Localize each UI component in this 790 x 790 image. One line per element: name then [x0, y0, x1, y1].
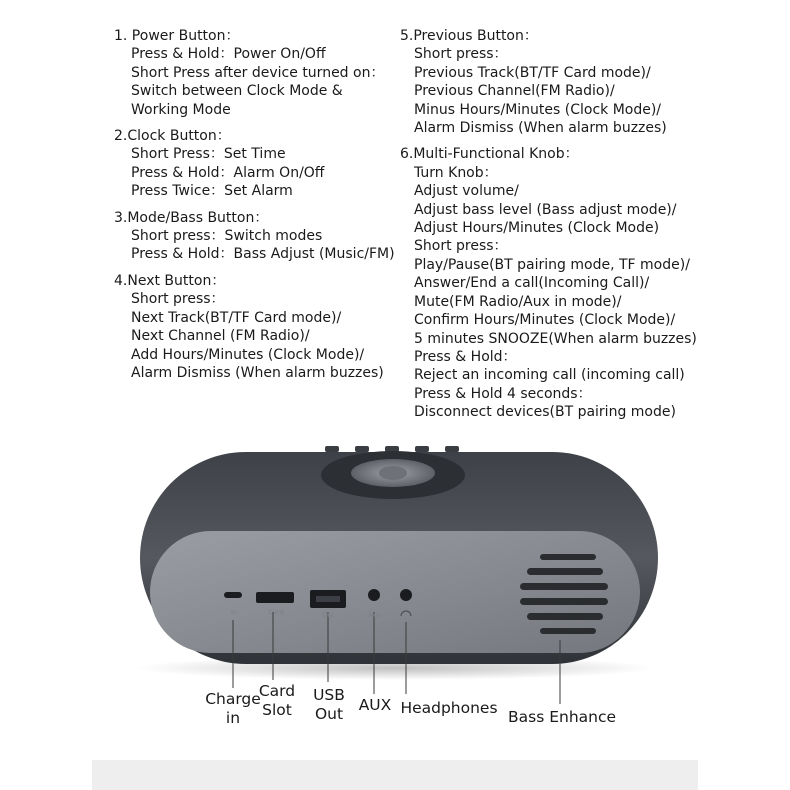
instruction-heading: 4.Next Button： — [114, 272, 226, 289]
usb-out-port-inner — [316, 596, 340, 602]
instruction-line: Press & Hold 4 seconds： — [414, 385, 592, 402]
instruction-heading: 3.Mode/Bass Button： — [114, 209, 269, 226]
instruction-line: Short Press after device turned on： — [131, 64, 385, 81]
instruction-heading: 5.Previous Button： — [400, 28, 538, 44]
instruction-line: Short press： — [414, 46, 508, 63]
callout-usb-out-line2: Out — [314, 705, 344, 723]
aux-port — [368, 589, 380, 601]
callout-charge-in-line2: in — [225, 709, 241, 727]
instruction-line: Press & Hold：Alarm On/Off — [131, 164, 325, 181]
instruction-line: Confirm Hours/Minutes (Clock Mode)/ — [414, 312, 676, 329]
instruction-line: 5 minutes SNOOZE(When alarm buzzes) — [414, 330, 697, 347]
instruction-heading: 6.Multi-Functional Knob： — [400, 146, 579, 163]
instruction-line: Press & Hold：Power On/Off — [131, 46, 326, 63]
instruction-line: Add Hours/Minutes (Clock Mode)/ — [131, 346, 365, 363]
instruction-line: Mute(FM Radio/Aux in mode)/ — [414, 293, 622, 310]
instruction-line: Adjust bass level (Bass adjust mode)/ — [414, 201, 677, 218]
knob-center — [379, 466, 407, 480]
port-label-out: Out — [322, 611, 334, 619]
instruction-heading: 2.Clock Button： — [114, 128, 231, 145]
instruction-line: Next Channel (FM Radio)/ — [131, 328, 310, 345]
instruction-line: Previous Channel(FM Radio)/ — [414, 83, 615, 100]
callout-card-slot-line1: Card — [258, 682, 296, 700]
instruction-line: Reject an incoming call (incoming call) — [414, 367, 685, 384]
instruction-line: Answer/End a call(Incoming Call)/ — [414, 275, 650, 292]
instruction-heading: 1. Power Button： — [114, 28, 240, 44]
callout-charge-in-line1: Charge — [205, 690, 261, 708]
instruction-line: Short press：Switch modes — [131, 228, 323, 245]
headphones-port — [400, 589, 412, 601]
instruction-line: Turn Knob： — [414, 164, 498, 181]
instruction-line: Next Track(BT/TF Card mode)/ — [131, 309, 342, 326]
instruction-line: Working Mode — [131, 101, 231, 118]
instruction-line: Press Twice：Set Alarm — [131, 183, 293, 200]
instruction-line: Previous Track(BT/TF Card mode)/ — [414, 64, 651, 81]
instruction-line: Disconnect devices(BT pairing mode) — [414, 404, 676, 421]
callout-bass-enhance: Bass Enhance — [508, 708, 617, 726]
instruction-line: Switch between Clock Mode & — [131, 83, 343, 100]
instruction-line: Adjust volume/ — [414, 183, 519, 200]
instruction-line: Adjust Hours/Minutes (Clock Mode) — [414, 220, 660, 237]
instruction-line: Press & Hold： — [414, 348, 517, 365]
callout-usb-out — [306, 686, 352, 724]
charge-in-port — [224, 592, 242, 598]
instruction-line: Play/Pause(BT pairing mode, TF mode)/ — [414, 256, 690, 273]
callout-aux: AUX — [358, 696, 392, 714]
instruction-line: Minus Hours/Minutes (Clock Mode)/ — [414, 101, 662, 118]
instruction-line: Short Press：Set Time — [131, 146, 286, 163]
callout-card-slot-line2: Slot — [262, 701, 292, 719]
instruction-line: Press & Hold：Bass Adjust (Music/FM) — [131, 246, 395, 263]
port-label-aux: Aux — [368, 611, 382, 619]
port-label-card: Card — [268, 608, 284, 616]
port-label-in: In — [230, 608, 238, 616]
instruction-line: Short press： — [414, 238, 508, 255]
front-panel — [150, 531, 640, 653]
callout-headphones: Headphones — [400, 699, 498, 717]
instruction-line: Alarm Dismiss (When alarm buzzes) — [131, 364, 384, 381]
instruction-line: Short press： — [131, 291, 225, 308]
callout-card-slot — [252, 682, 302, 720]
instruction-line: Alarm Dismiss (When alarm buzzes) — [414, 120, 667, 137]
callout-usb-out-line1: USB — [313, 686, 345, 704]
card-slot-port — [256, 592, 294, 603]
